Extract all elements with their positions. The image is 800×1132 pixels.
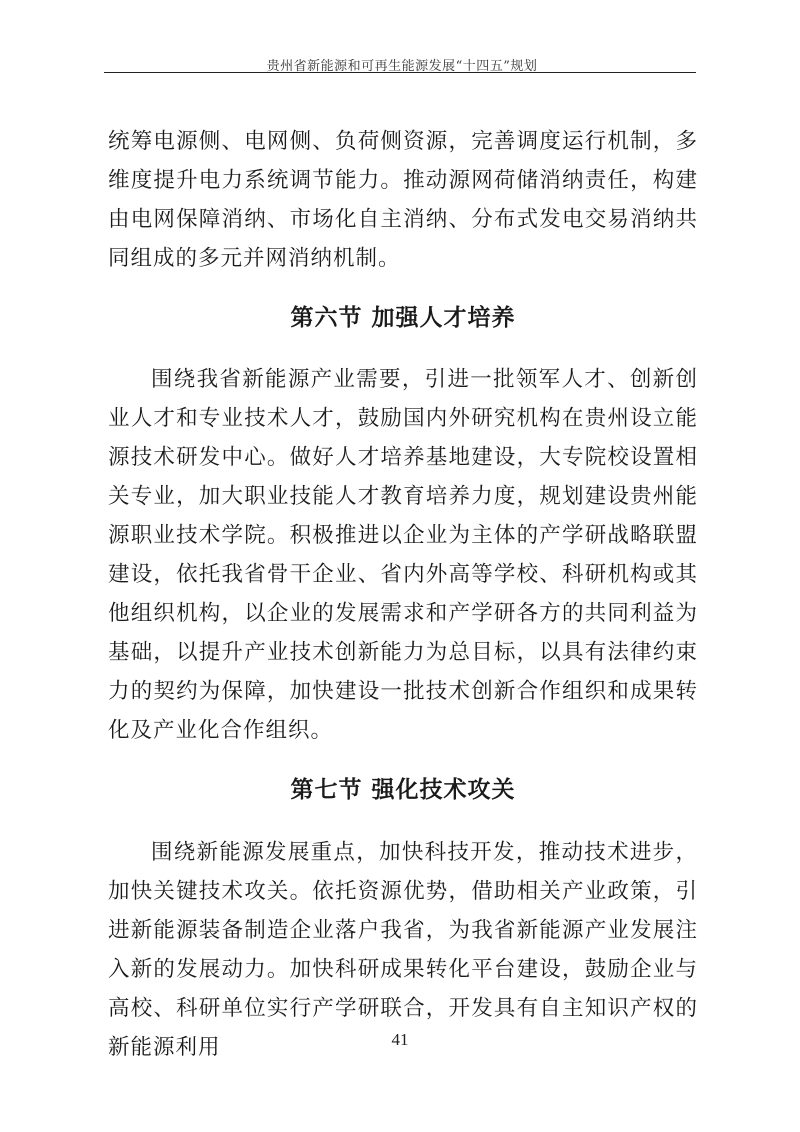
running-header: 贵州省新能源和可再生能源发展“十四五”规划 (266, 59, 538, 74)
section-7-heading: 第七节 强化技术攻关 (290, 776, 516, 803)
page-number: 41 (391, 1030, 409, 1049)
header-divider (104, 72, 696, 73)
section-7-paragraph: 围绕新能源发展重点，加快科技开发，推动技术进步，加快关键技术攻关。依托资源优势，借助相关产业政策，引进新能源装备制造企业落户我省，为我省新能源产业发展注入新的发展动力。加快科研成果转化平台建设，鼓励企业与高校、科研单位实行产学研联合，开发具有自主知识产权的新能源利用 (108, 840, 698, 1060)
section-6-heading: 第六节 加强人才培养 (290, 304, 516, 331)
page-content (108, 122, 698, 1067)
intro-paragraph: 统筹电源侧、电网侧、负荷侧资源，完善调度运行机制，多维度提升电力系统调节能力。推动源网荷储消纳责任，构建由电网保障消纳、市场化自主消纳、分布式发电交易消纳共同组成的多元并网消纳机制。 (108, 129, 698, 271)
section-6-paragraph: 围绕我省新能源产业需要，引进一批领军人才、创新创业人才和专业技术人才，鼓励国内外研究机构在贵州设立能源技术研发中心。做好人才培养基地建设，大专院校设置相关专业，加大职业技能人才教育培养力度，规划建设贵州能源职业技术学院。积极推进以企业为主体的产学研战略联盟建设，依托我省骨干企业、省内外高等学校、科研机构或其他组织机构，以企业的发展需求和产学研各方的共同利益为基础，以提升产业技术创新能力为总目标，以具有法律约束力的契约为保障，加快建设一批技术创新合作组织和成果转化及产业化合作组织。 (108, 367, 698, 743)
